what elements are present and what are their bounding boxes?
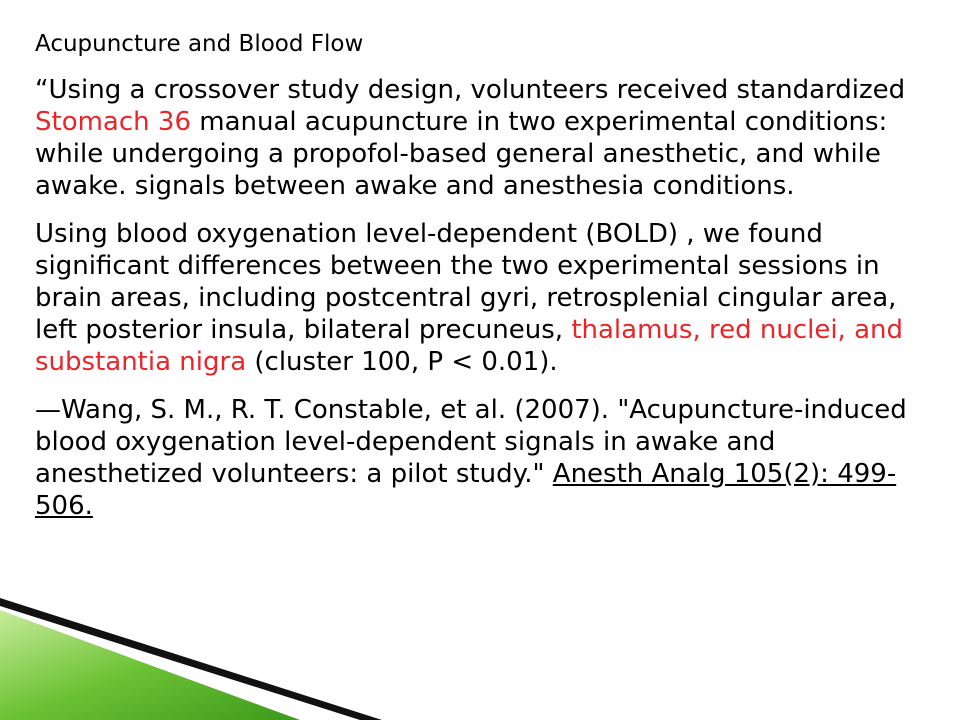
citation-source-link[interactable]: Anesth Analg 105(2): 499-506. (35, 459, 897, 521)
paragraph2-text-end: (cluster 100, P < 0.01). (246, 347, 558, 377)
slide-title: Acupuncture and Blood Flow (35, 31, 364, 57)
paragraph-study-design (35, 74, 935, 202)
citation (35, 394, 935, 522)
slide-content (35, 30, 935, 538)
black-wedge-shadow (0, 598, 382, 720)
green-wedge (0, 610, 300, 720)
highlight-stomach-36: Stomach 36 (35, 107, 191, 137)
paragraph1-text-end: manual acupuncture in two experimental conditions: while undergoing a propofol-based general anesthetic, and while awake. signals between awake and anesthesia conditions. (35, 107, 888, 201)
paragraph2-text-start: Using blood oxygenation level-dependent (BOLD) , we found significant differences between the two experimental sessions in brain areas, including postcentral gyri, retrosplenial cingular area, left posterior insula, bilateral precuneus, (35, 219, 897, 345)
paragraph1-text-start: “Using a crossover study design, volunteers received standardized (35, 75, 906, 105)
citation-text: —Wang, S. M., R. T. Constable, et al. (2007). "Acupuncture-induced blood oxygenation level-dependent signals in awake and anesthetized volunteers: a pilot study." (35, 395, 907, 489)
highlight-brain-regions: thalamus, red nuclei, and substantia nigra (35, 315, 903, 377)
paragraph-bold-findings (35, 218, 935, 378)
